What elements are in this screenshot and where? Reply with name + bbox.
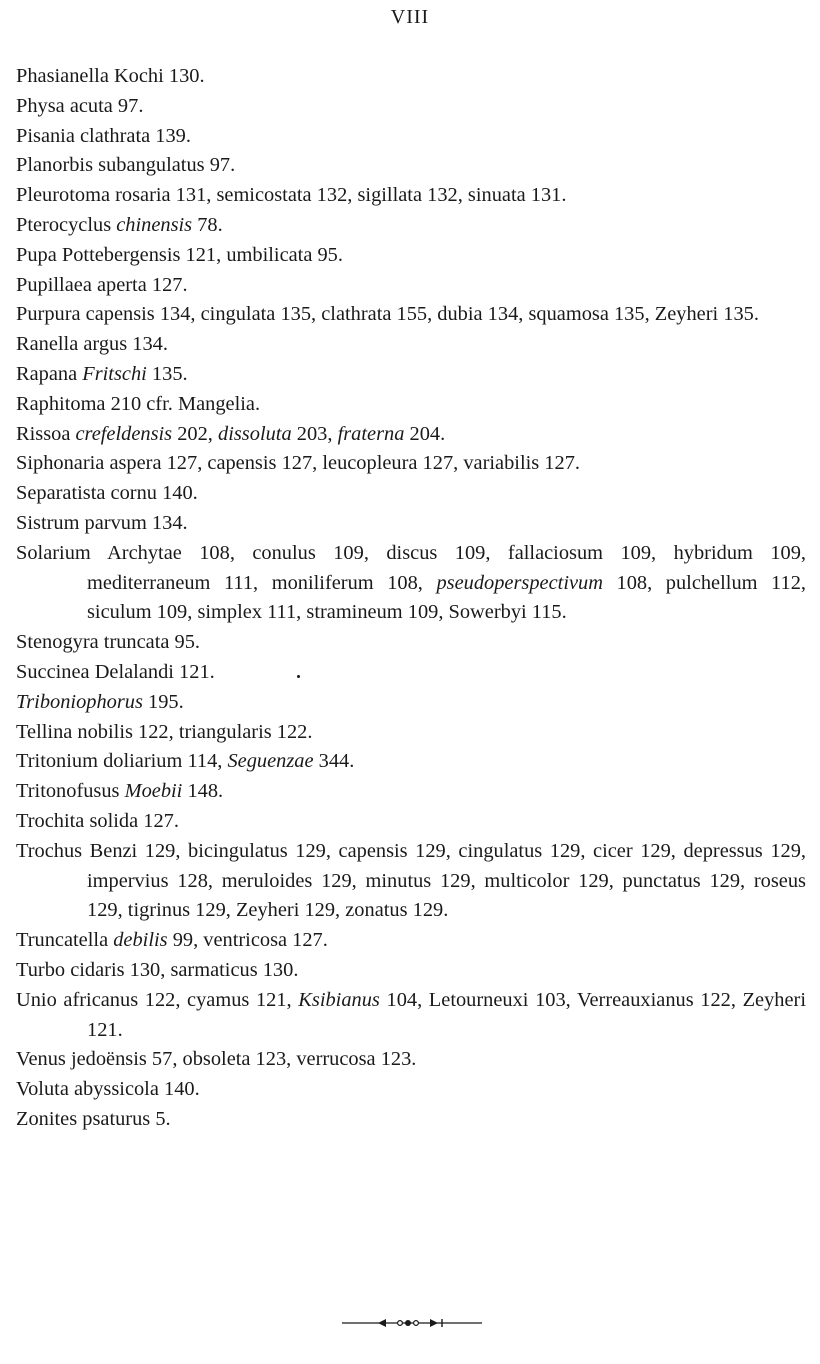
- index-entry: [16, 211, 806, 241]
- end-ornament: [342, 1316, 482, 1330]
- index-entry: [16, 271, 806, 301]
- entry-text: Rapana: [16, 362, 83, 385]
- entry-text: Trochus Benzi 129, bicingulatus 129, capensis 129, cingulatus 129, cicer 129, depressus 129, impervius 128, meruloides 129, minutus 129, multicolor 129, punctatus 129, roseus 129, tigrinus 129, Zeyheri 129, zonatus 129.: [16, 839, 806, 922]
- entry-text: 204.: [404, 422, 446, 445]
- index-entry: [16, 718, 806, 748]
- entry-text: Pleurotoma rosaria 131, semicostata 132, sigillata 132, sinuata 131.: [16, 184, 567, 207]
- index-entry: [16, 122, 806, 152]
- index-entry: [16, 360, 806, 390]
- entry-text: 104, Letourneuxi 103, Verreauxianus 122, Zeyheri 121.: [87, 988, 806, 1041]
- index-entry: [16, 241, 806, 271]
- entry-text: 203,: [291, 422, 338, 445]
- index-entry: [16, 688, 806, 718]
- entry-text: Sistrum parvum 134.: [16, 511, 188, 534]
- index-entry: [16, 747, 806, 777]
- entry-text: Unio africanus 122, cyamus 121,: [16, 988, 299, 1011]
- index-entry: [16, 926, 806, 956]
- entry-text: 148.: [182, 780, 224, 803]
- italic-text: fraterna: [337, 422, 405, 445]
- index-entry: [16, 330, 806, 360]
- entry-text: Stenogyra truncata 95.: [16, 631, 201, 654]
- index-entry: [16, 956, 806, 986]
- index-entry: [16, 1045, 806, 1075]
- entry-text: 202,: [172, 422, 219, 445]
- index-entry: [16, 181, 806, 211]
- index-entry: [16, 479, 806, 509]
- index-entry: [16, 151, 806, 181]
- entry-text: 99, ventricosa 127.: [167, 929, 328, 952]
- entry-text: Tellina nobilis 122, triangularis 122.: [16, 720, 313, 743]
- italic-text: crefeldensis: [75, 422, 173, 445]
- entry-text: Pterocyclus: [16, 213, 117, 236]
- page-number: VIII: [390, 6, 430, 28]
- entry-text: Tritonium doliarium 114,: [16, 750, 228, 773]
- entry-text: Ranella argus 134.: [16, 333, 168, 356]
- index-entry: [16, 390, 806, 420]
- index-entry: [16, 1075, 806, 1105]
- entry-text: Phasianella Kochi 130.: [16, 65, 205, 87]
- entry-text: 344.: [313, 750, 355, 773]
- entry-text: 78.: [192, 213, 223, 236]
- index-entry: [16, 1105, 806, 1135]
- stray-dot: [297, 675, 300, 678]
- index-entry: [16, 539, 806, 628]
- entry-text: Solarium Archytae 108, conulus 109, discus 109, fallaciosum 109, hybridum 109, mediterraneum 111, moniliferum 108,: [16, 541, 806, 594]
- entry-text: Tritonofusus: [16, 780, 125, 803]
- entry-text: Physa acuta 97.: [16, 94, 144, 117]
- index-entry: [16, 658, 806, 688]
- entry-text: Trochita solida 127.: [16, 809, 179, 832]
- italic-text: debilis: [113, 929, 168, 952]
- index-entry: [16, 62, 806, 92]
- entry-text: Raphitoma 210 cfr. Mangelia.: [16, 392, 261, 415]
- italic-text: Ksibianus: [298, 988, 380, 1011]
- italic-text: dissoluta: [218, 422, 292, 445]
- entry-text: Purpura capensis 134, cingulata 135, clathrata 155, dubia 134, squamosa 135, Zeyheri 135.: [16, 303, 759, 326]
- index-entry: [16, 986, 806, 1046]
- entry-text: Rissoa: [16, 422, 76, 445]
- entry-text: Venus jedoënsis 57, obsoleta 123, verrucosa 123.: [16, 1048, 417, 1071]
- entry-text: Truncatella: [16, 929, 114, 952]
- entry-text: Zonites psaturus 5.: [16, 1107, 171, 1130]
- entry-text: 195.: [142, 690, 184, 713]
- entry-text: Voluta abyssicola 140.: [16, 1078, 200, 1101]
- italic-text: Fritschi: [82, 362, 147, 385]
- italic-text: Seguenzae: [227, 750, 314, 773]
- entry-text: Turbo cidaris 130, sarmaticus 130.: [16, 958, 299, 981]
- index-entry: [16, 449, 806, 479]
- index-entry: [16, 837, 806, 926]
- entry-text: Pupa Pottebergensis 121, umbilicata 95.: [16, 243, 343, 266]
- entry-text: Planorbis subangulatus 97.: [16, 154, 236, 177]
- index-entry: [16, 300, 806, 330]
- italic-text: Triboniophorus: [16, 690, 143, 713]
- entry-text: Pisania clathrata 139.: [16, 124, 191, 147]
- index-entry: [16, 628, 806, 658]
- entry-text: Siphonaria aspera 127, capensis 127, leucopleura 127, variabilis 127.: [16, 452, 580, 475]
- index-entry: [16, 509, 806, 539]
- entry-text: 135.: [146, 362, 188, 385]
- italic-text: chinensis: [116, 213, 193, 236]
- entry-text: Pupillaea aperta 127.: [16, 273, 188, 296]
- index-entry: [16, 420, 806, 450]
- index-list: [16, 62, 806, 1135]
- entry-text: Succinea Delalandi 121.: [16, 660, 215, 683]
- italic-text: pseudoperspectivum: [436, 571, 603, 594]
- entry-text: 108, pulchellum 112, siculum 109, simplex 111, stramineum 109, Sowerbyi 115.: [87, 571, 806, 624]
- index-entry: [16, 807, 806, 837]
- italic-text: Moebii: [124, 780, 183, 803]
- index-entry: [16, 92, 806, 122]
- entry-text: Separatista cornu 140.: [16, 482, 198, 505]
- index-entry: [16, 777, 806, 807]
